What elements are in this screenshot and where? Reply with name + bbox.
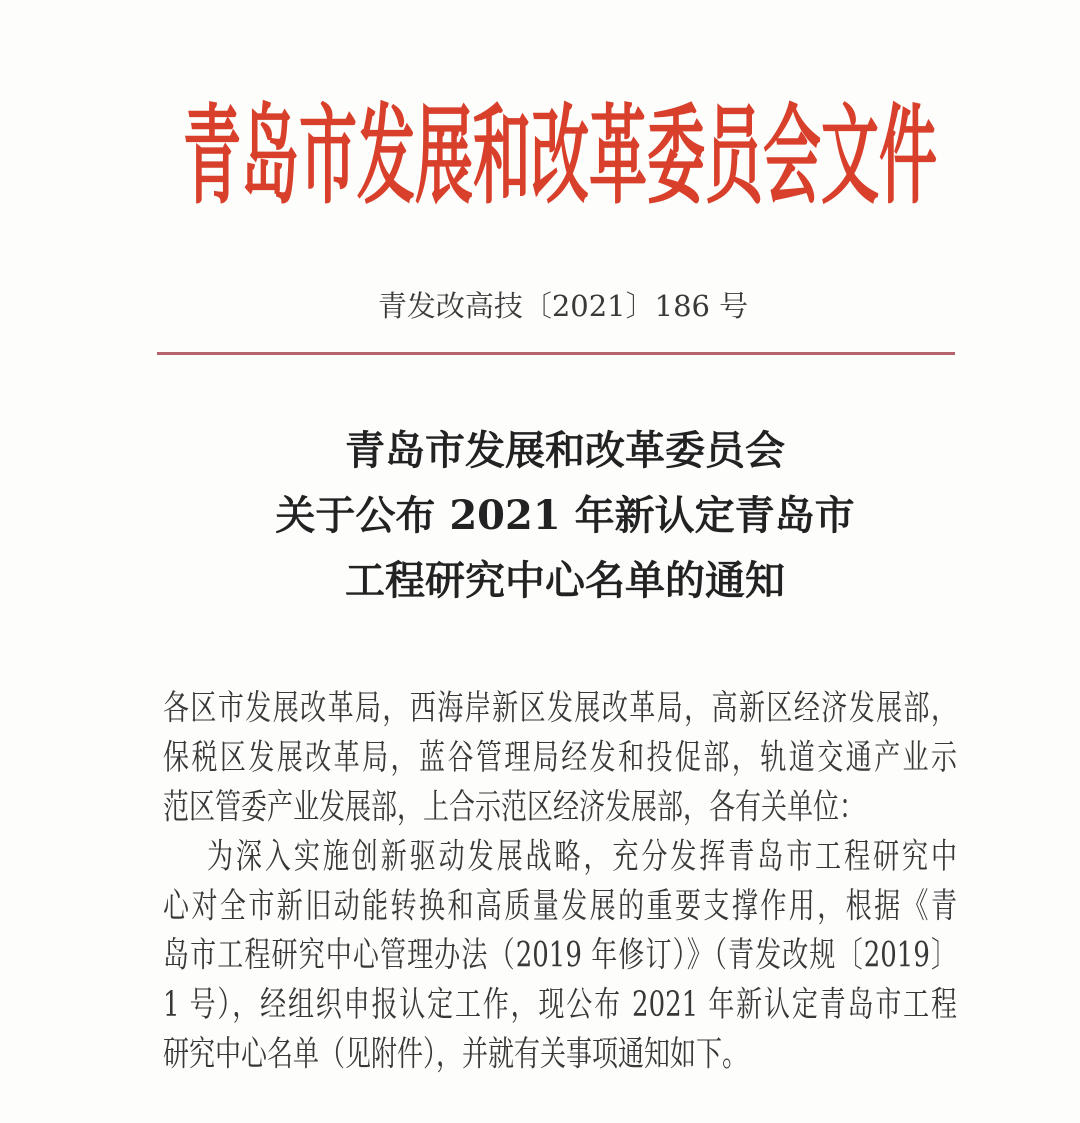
body-line: 保税区发展改革局，蓝谷管理局经发和投促部，轨道交通产业示 bbox=[163, 738, 957, 779]
notice-paragraph bbox=[163, 833, 957, 1080]
body-line: 为深入实施创新驱动发展战略，充分发挥青岛市工程研究中 bbox=[207, 837, 957, 878]
notice-title-line-3: 工程研究中心名单的通知 bbox=[345, 557, 785, 604]
body-line: 研究中心名单（见附件），并就有关事项通知如下。 bbox=[163, 1034, 749, 1075]
red-divider-line bbox=[157, 352, 955, 355]
body-line: 范区管委产业发展部，上合示范区经济发展部，各有关单位： bbox=[163, 787, 866, 828]
notice-title-line-1: 青岛市发展和改革委员会 bbox=[345, 427, 785, 474]
notice-title-line-2: 关于公布 2021 年新认定青岛市 bbox=[275, 492, 855, 539]
notice-title bbox=[0, 418, 1080, 613]
body-line: 心对全市新旧动能转换和高质量发展的重要支撑作用，根据《青 bbox=[163, 886, 957, 927]
document-number: 青发改高技〔2021〕186 号 bbox=[377, 289, 749, 323]
recipients-paragraph bbox=[163, 685, 957, 833]
document-header-title: 青岛市发展和改革委员会文件 bbox=[182, 93, 937, 219]
body-line: 1 号），经组织申报认定工作，现公布 2021 年新认定青岛市工程 bbox=[163, 985, 957, 1026]
body-line: 岛市工程研究中心管理办法（2019 年修订）》（青发改规〔2019〕 bbox=[163, 935, 957, 977]
document-body bbox=[163, 685, 957, 1080]
body-line: 各区市发展改革局，西海岸新区发展改革局，高新区经济发展部， bbox=[163, 689, 957, 730]
